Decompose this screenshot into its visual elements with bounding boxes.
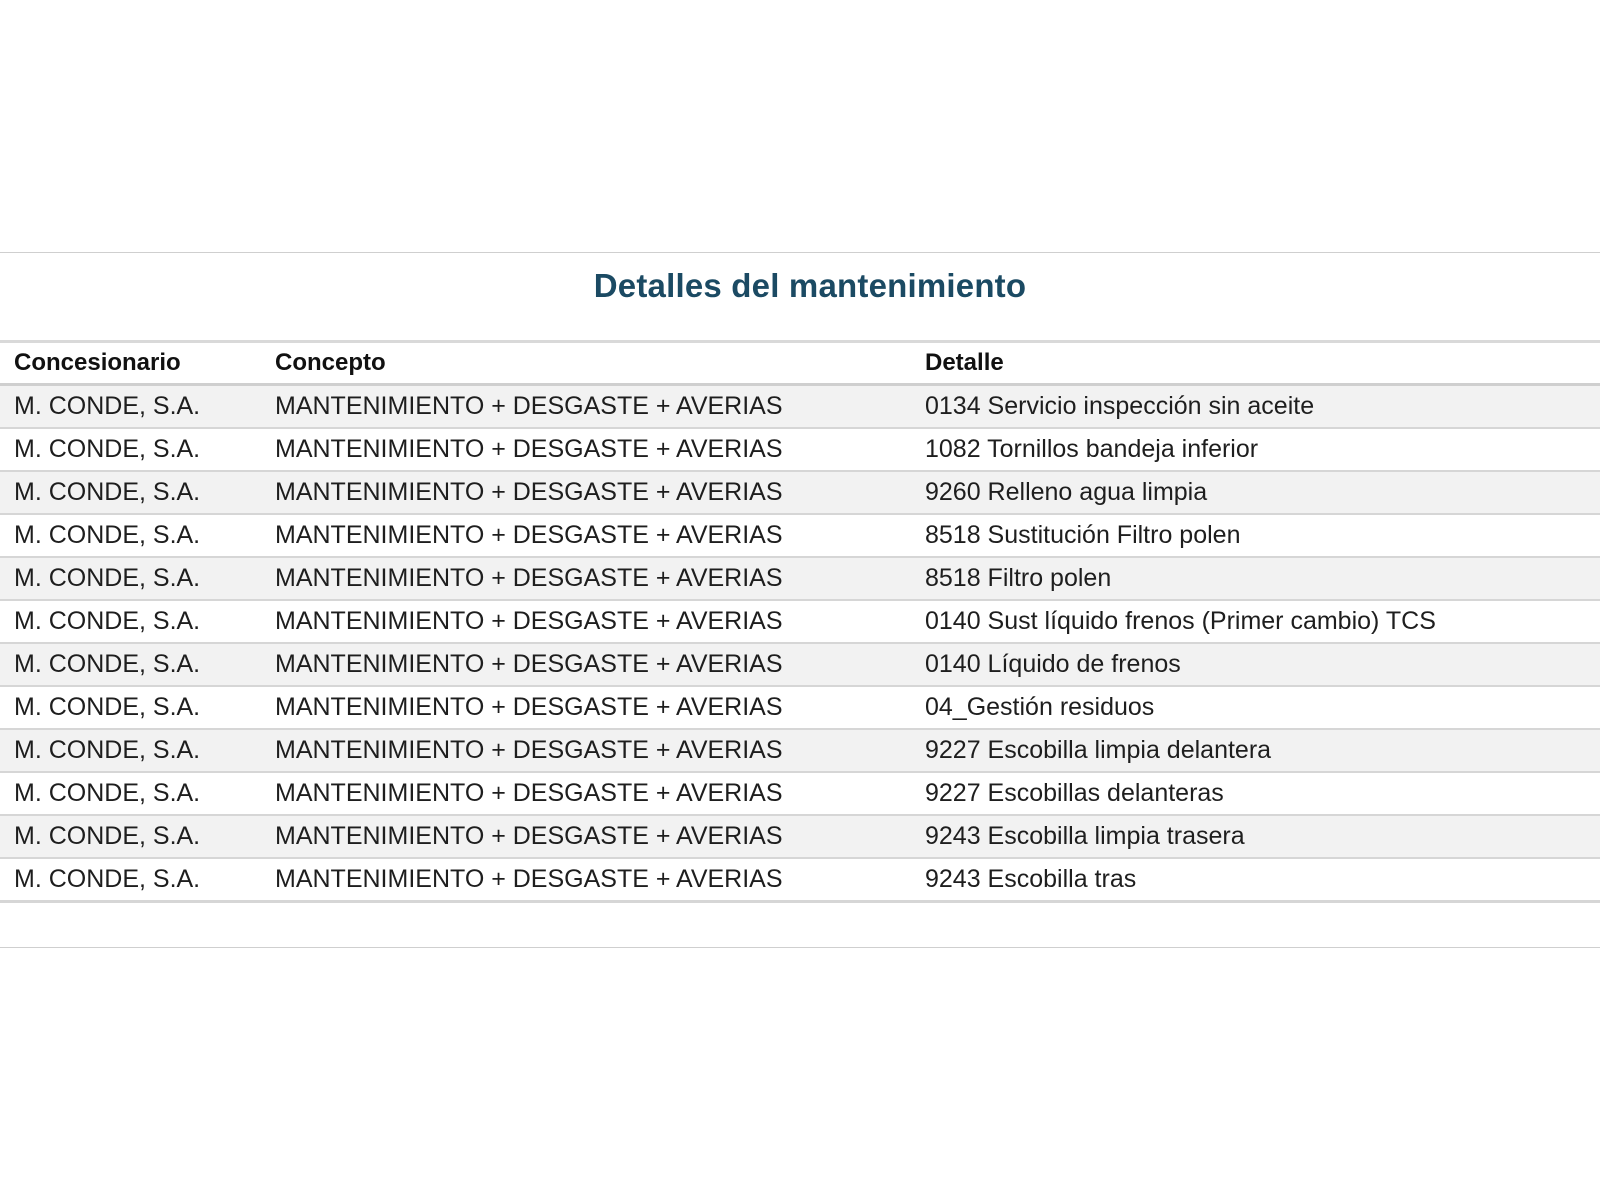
cell-detalle: 9260 Relleno agua limpia bbox=[911, 471, 1600, 514]
cell-detalle: 1082 Tornillos bandeja inferior bbox=[911, 428, 1600, 471]
cell-concepto: MANTENIMIENTO + DESGASTE + AVERIAS bbox=[261, 686, 911, 729]
cell-concesionario: M. CONDE, S.A. bbox=[0, 557, 261, 600]
cell-concepto: MANTENIMIENTO + DESGASTE + AVERIAS bbox=[261, 471, 911, 514]
table-header-row bbox=[0, 342, 1600, 385]
cell-concesionario: M. CONDE, S.A. bbox=[0, 600, 261, 643]
cell-detalle: 9227 Escobillas delanteras bbox=[911, 772, 1600, 815]
cell-detalle: 0140 Sust líquido frenos (Primer cambio) TCS bbox=[911, 600, 1600, 643]
cell-detalle: 9243 Escobilla limpia trasera bbox=[911, 815, 1600, 858]
table-row bbox=[0, 772, 1600, 815]
table-row bbox=[0, 815, 1600, 858]
cell-concesionario: M. CONDE, S.A. bbox=[0, 686, 261, 729]
cell-concesionario: M. CONDE, S.A. bbox=[0, 385, 261, 429]
cell-detalle: 9243 Escobilla tras bbox=[911, 858, 1600, 902]
cell-detalle: 8518 Filtro polen bbox=[911, 557, 1600, 600]
table-row bbox=[0, 557, 1600, 600]
table-row bbox=[0, 471, 1600, 514]
cell-concepto: MANTENIMIENTO + DESGASTE + AVERIAS bbox=[261, 514, 911, 557]
cell-concesionario: M. CONDE, S.A. bbox=[0, 514, 261, 557]
cell-concepto: MANTENIMIENTO + DESGASTE + AVERIAS bbox=[261, 858, 911, 902]
maintenance-table bbox=[0, 340, 1600, 903]
cell-concesionario: M. CONDE, S.A. bbox=[0, 729, 261, 772]
table-row bbox=[0, 686, 1600, 729]
cell-concesionario: M. CONDE, S.A. bbox=[0, 471, 261, 514]
table-row bbox=[0, 858, 1600, 902]
cell-detalle: 8518 Sustitución Filtro polen bbox=[911, 514, 1600, 557]
cell-concepto: MANTENIMIENTO + DESGASTE + AVERIAS bbox=[261, 729, 911, 772]
cell-concesionario: M. CONDE, S.A. bbox=[0, 815, 261, 858]
cell-concesionario: M. CONDE, S.A. bbox=[0, 428, 261, 471]
page-title: Detalles del mantenimiento bbox=[593, 267, 1027, 304]
column-header-concepto: Concepto bbox=[261, 342, 911, 385]
cell-concesionario: M. CONDE, S.A. bbox=[0, 858, 261, 902]
table-row bbox=[0, 428, 1600, 471]
cell-concepto: MANTENIMIENTO + DESGASTE + AVERIAS bbox=[261, 815, 911, 858]
cell-concepto: MANTENIMIENTO + DESGASTE + AVERIAS bbox=[261, 600, 911, 643]
column-header-concesionario: Concesionario bbox=[0, 342, 261, 385]
maintenance-details-panel bbox=[0, 252, 1600, 948]
cell-concepto: MANTENIMIENTO + DESGASTE + AVERIAS bbox=[261, 385, 911, 429]
cell-detalle: 0140 Líquido de frenos bbox=[911, 643, 1600, 686]
cell-detalle: 04_Gestión residuos bbox=[911, 686, 1600, 729]
cell-concepto: MANTENIMIENTO + DESGASTE + AVERIAS bbox=[261, 557, 911, 600]
table-row bbox=[0, 600, 1600, 643]
table-row bbox=[0, 729, 1600, 772]
column-header-detalle: Detalle bbox=[911, 342, 1600, 385]
cell-detalle: 0134 Servicio inspección sin aceite bbox=[911, 385, 1600, 429]
cell-concesionario: M. CONDE, S.A. bbox=[0, 643, 261, 686]
cell-concepto: MANTENIMIENTO + DESGASTE + AVERIAS bbox=[261, 643, 911, 686]
cell-concepto: MANTENIMIENTO + DESGASTE + AVERIAS bbox=[261, 772, 911, 815]
table-row bbox=[0, 514, 1600, 557]
table-row bbox=[0, 385, 1600, 429]
cell-detalle: 9227 Escobilla limpia delantera bbox=[911, 729, 1600, 772]
cell-concepto: MANTENIMIENTO + DESGASTE + AVERIAS bbox=[261, 428, 911, 471]
table-row bbox=[0, 643, 1600, 686]
cell-concesionario: M. CONDE, S.A. bbox=[0, 772, 261, 815]
